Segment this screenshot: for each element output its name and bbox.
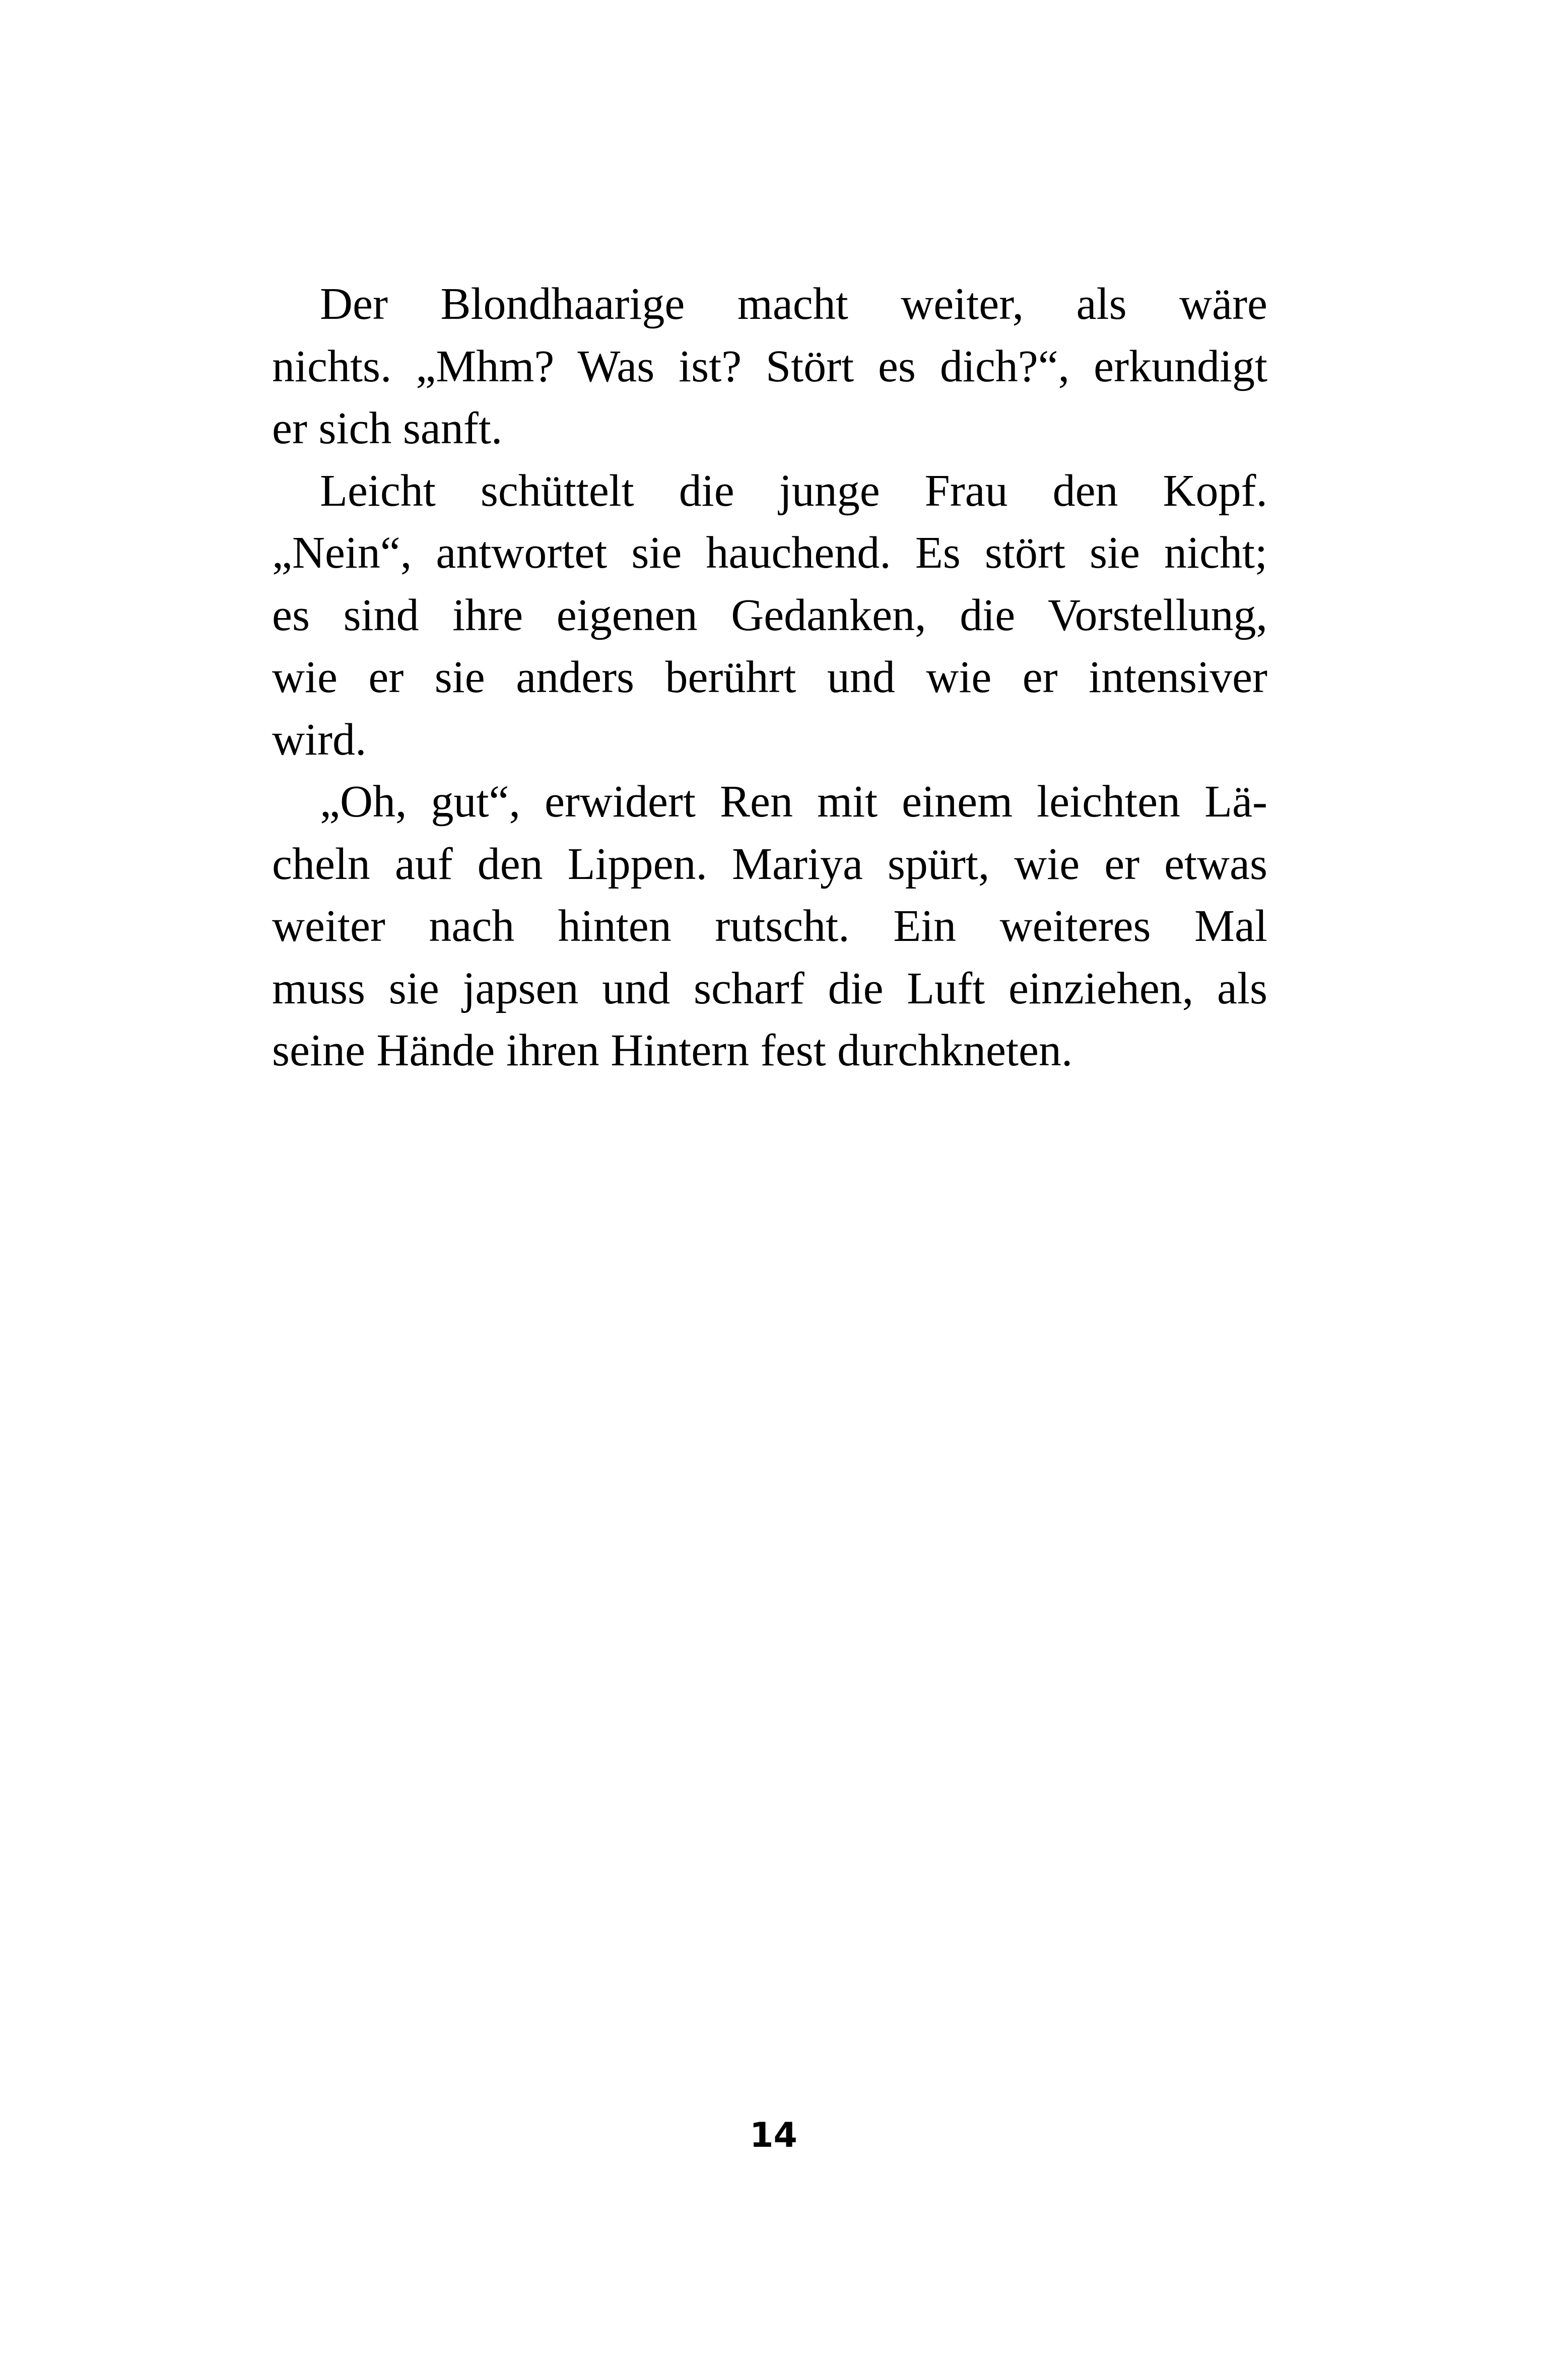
text-line: wie er sie anders berührt und wie er intensiver — [272, 652, 1267, 702]
text-line: wird. — [272, 714, 367, 765]
text-line: seine Hände ihren Hintern fest durchkneten. — [272, 1026, 1073, 1075]
text-line: Der Blondhaarige macht weiter, als wäre — [320, 279, 1267, 329]
paragraph-1 — [272, 273, 1267, 460]
text-line: nichts. „Mhm? Was ist? Stört es dich?“, erkundigt — [272, 341, 1267, 391]
paragraph-2 — [272, 460, 1267, 771]
text-line: „Oh, gut“, erwidert Ren mit einem leichten Lä- — [320, 777, 1267, 827]
text-line: er sich sanft. — [272, 403, 503, 453]
text-line: weiter nach hinten rutscht. Ein weiteres Mal — [272, 901, 1267, 951]
text-line: cheln auf den Lippen. Mariya spürt, wie er etwas — [272, 839, 1267, 889]
paragraph-3 — [272, 771, 1267, 1082]
text-line: Leicht schüttelt die junge Frau den Kopf. — [320, 465, 1267, 516]
page-number: 14 — [750, 2116, 797, 2155]
text-line: es sind ihre eigenen Gedanken, die Vorstellung, — [272, 590, 1267, 640]
text-line: muss sie japsen und scharf die Luft einziehen, als — [272, 963, 1267, 1013]
book-page-body — [272, 273, 1267, 1082]
text-line: „Nein“, antwortet sie hauchend. Es stört sie nicht; — [272, 528, 1267, 578]
